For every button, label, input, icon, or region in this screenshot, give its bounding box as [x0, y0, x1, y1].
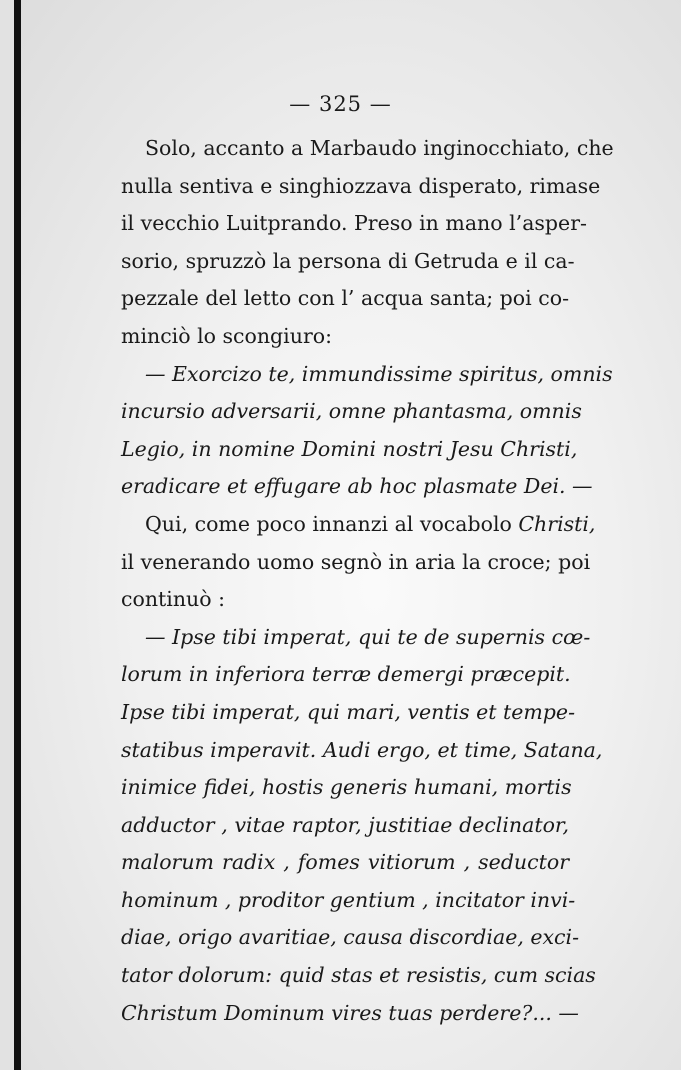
text-line: continuò : [121, 587, 225, 612]
latin-line: — Exorcizo te, immundissime spiritus, omnis [145, 361, 613, 386]
page-number: — 325 — [289, 92, 392, 116]
text-line: nulla sentiva e singhiozzava disperato, rimase [121, 173, 601, 198]
latin-line: diae, origo avaritiae, causa discordiae, exci- [121, 925, 580, 950]
latin-line: Christum Dominum vires tuas perdere?... — [121, 1000, 579, 1025]
italic-word: Christi, [518, 511, 596, 536]
latin-line: Ipse tibi imperat, qui mari, ventis et tempe- [121, 699, 575, 724]
latin-line: lorum in inferiora terræ demergi præcepit. [121, 662, 571, 687]
latin-line: hominum , proditor gentium , incitator invi- [121, 887, 576, 912]
latin-line: Legio, in nomine Domini nostri Jesu Christi, [121, 436, 578, 461]
text-line [121, 506, 596, 544]
latin-line: inimice fidei, hostis generis humani, mortis [121, 775, 572, 800]
latin-line: eradicare et effugare ab hoc plasmate Dei. — [121, 474, 593, 499]
text-line: il venerando uomo segnò in aria la croce; poi [121, 549, 591, 574]
text-line: minciò lo scongiuro: [121, 323, 332, 348]
text-line: il vecchio Luitprando. Preso in mano l’asper- [121, 211, 587, 236]
page-margin-strip [0, 0, 14, 1070]
latin-line: statibus imperavit. Audi ergo, et time, Satana, [121, 737, 603, 762]
text-segment: Qui, come poco innanzi al vocabolo [145, 511, 519, 536]
text-line: sorio, spruzzò la persona di Getruda e il ca- [121, 248, 575, 273]
latin-line: adductor , vitae raptor, justitiae declinator, [121, 812, 569, 837]
body-text [121, 130, 614, 1032]
text-line: pezzale del letto con l’ acqua santa; poi co- [121, 286, 569, 311]
latin-line: incursio adversarii, omne phantasma, omnis [121, 399, 582, 424]
latin-line: malorum radix , fomes vitiorum , seductor [121, 850, 569, 875]
latin-line: tator dolorum: quid stas et resistis, cum scias [121, 963, 596, 988]
text-line: Solo, accanto a Marbaudo inginocchiato, che [145, 136, 614, 160]
binding-edge [14, 0, 21, 1070]
latin-line: — Ipse tibi imperat, qui te de supernis cœ- [145, 624, 591, 649]
